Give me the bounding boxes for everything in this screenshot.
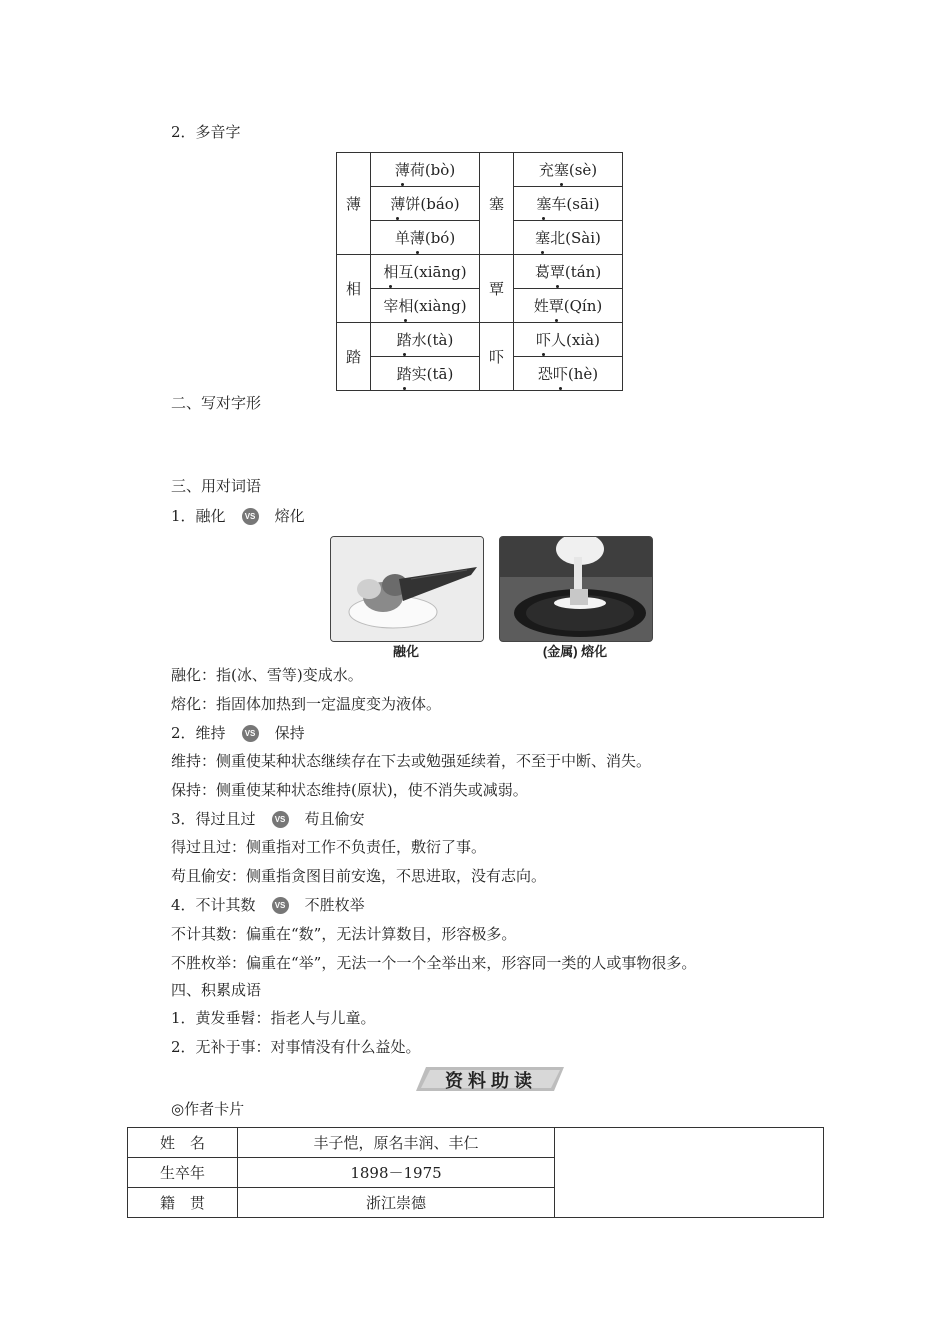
word-after: 车(sāi) xyxy=(551,195,600,213)
author-card-table xyxy=(127,1127,824,1218)
word-before: 充 xyxy=(538,161,554,179)
polyphone-word xyxy=(371,289,480,323)
definition-gouqietouan: 苟且偷安：侧重指贪图目前安逸，不思进取，没有志向。 xyxy=(171,867,547,885)
life-value: 1898－1975 xyxy=(238,1158,555,1188)
polyphone-word xyxy=(371,255,480,289)
vs-icon: VS xyxy=(272,897,289,914)
idiom-2: 2．无补于事：对事情没有什么益处。 xyxy=(171,1038,421,1056)
name-value: 丰子恺，原名丰润、丰仁 xyxy=(238,1128,555,1158)
polyphone-word xyxy=(514,221,623,255)
word-before: 单 xyxy=(394,229,410,247)
life-label: 生卒年 xyxy=(128,1158,238,1188)
word-dot: 薄 xyxy=(394,161,410,179)
definition-weichi: 维持：侧重使某种状态继续存在下去或勉强延续着，不至于中断、消失。 xyxy=(171,752,652,770)
word-a: 融化 xyxy=(195,507,226,525)
word-b: 熔化 xyxy=(274,507,305,525)
vs-icon: VS xyxy=(242,508,259,525)
polyphone-word xyxy=(371,323,480,357)
table-row xyxy=(337,323,623,357)
compare-pair-4 xyxy=(171,895,365,915)
section-use-words-heading: 三、用对词语 xyxy=(171,477,262,495)
polyphone-word xyxy=(514,357,623,391)
word-dot: 薄 xyxy=(409,229,425,247)
word-after: (xiàng) xyxy=(413,297,467,315)
polyphone-char: 覃 xyxy=(480,255,514,323)
polyphone-word xyxy=(371,221,480,255)
caption-left: 融化 xyxy=(392,644,419,659)
word-dot: 塞 xyxy=(553,161,569,179)
polyphone-word xyxy=(514,323,623,357)
polyphone-char: 薄 xyxy=(337,153,371,255)
word-dot: 薄 xyxy=(390,195,406,213)
section-write-shape-heading: 二、写对字形 xyxy=(171,394,262,412)
definition-bushengmeiju: 不胜枚举：偏重在“举”，无法一个一个全举出来，形容同一类的人或事物很多。 xyxy=(171,954,697,972)
origin-label: 籍 贯 xyxy=(128,1188,238,1218)
word-dot: 相 xyxy=(383,263,399,281)
definition-bujiqishu: 不计其数：偏重在“数”，无法计算数目，形容极多。 xyxy=(171,925,517,943)
polyphone-char: 吓 xyxy=(480,323,514,391)
banner-title: 资料助读 xyxy=(445,1071,537,1091)
idiom-1: 1．黄发垂髫：指老人与儿童。 xyxy=(171,1009,376,1027)
word-dot: 踏 xyxy=(396,365,412,383)
word-b: 保持 xyxy=(274,724,305,742)
pair-number: 4． xyxy=(171,896,196,914)
polyphone-word xyxy=(371,357,480,391)
definition-ronghua-2: 熔化：指固体加热到一定温度变为液体。 xyxy=(171,695,442,713)
caption-right: (金属) 熔化 xyxy=(542,644,608,659)
polyphone-word xyxy=(514,289,623,323)
vs-icon: VS xyxy=(242,725,259,742)
polyphone-word xyxy=(371,153,480,187)
word-dot: 覃 xyxy=(548,297,564,315)
table-row xyxy=(337,153,623,187)
polyphone-char: 塞 xyxy=(480,153,514,255)
word-b: 不胜枚举 xyxy=(304,896,365,914)
word-after: (Qín) xyxy=(563,297,603,315)
name-label: 姓 名 xyxy=(128,1128,238,1158)
word-before: 恐 xyxy=(537,365,553,383)
word-a: 不计其数 xyxy=(195,896,256,914)
polyphone-table xyxy=(336,152,623,391)
section-author-card-heading: ◎作者卡片 xyxy=(171,1100,245,1118)
word-after: 荷(bò) xyxy=(409,161,456,179)
section-idioms-heading: 四、积累成语 xyxy=(171,981,262,999)
word-after: (sè) xyxy=(568,161,598,179)
word-dot: 吓 xyxy=(536,331,552,349)
word-a: 得过且过 xyxy=(195,810,256,828)
word-after: 互(xiāng) xyxy=(398,263,467,281)
compare-pair-2 xyxy=(171,723,305,743)
word-dot: 塞 xyxy=(536,195,552,213)
word-after: 水(tà) xyxy=(411,331,454,349)
word-b: 苟且偷安 xyxy=(304,810,365,828)
word-after: 人(xià) xyxy=(551,331,600,349)
word-dot: 踏 xyxy=(396,331,412,349)
metal-melting-photo xyxy=(499,536,653,642)
vs-icon: VS xyxy=(272,811,289,828)
compare-pair-1 xyxy=(171,506,305,526)
portrait-cell xyxy=(555,1128,824,1218)
ice-cream-melting-photo xyxy=(330,536,484,642)
polyphone-char: 相 xyxy=(337,255,371,323)
table-row xyxy=(128,1128,824,1158)
section-polyphone-heading: 2．多音字 xyxy=(171,123,241,141)
polyphone-word xyxy=(514,187,623,221)
word-before: 葛 xyxy=(534,263,550,281)
word-dot: 相 xyxy=(398,297,414,315)
polyphone-char: 踏 xyxy=(337,323,371,391)
word-dot: 吓 xyxy=(552,365,568,383)
definition-ronghua-1: 融化：指(冰、雪等)变成水。 xyxy=(171,666,363,684)
definition-deguoqieguo: 得过且过：侧重指对工作不负责任，敷衍了事。 xyxy=(171,838,487,856)
pair-number: 2． xyxy=(171,724,196,742)
table-row xyxy=(337,255,623,289)
word-after: 实(tā) xyxy=(411,365,454,383)
origin-value: 浙江崇德 xyxy=(238,1188,555,1218)
pair-number: 3． xyxy=(171,810,196,828)
word-after: (hè) xyxy=(567,365,599,383)
word-after: 饼(báo) xyxy=(405,195,460,213)
definition-baochi: 保持：侧重使某种状态维持(原状)，使不消失或减弱。 xyxy=(171,781,528,799)
word-before: 宰 xyxy=(383,297,399,315)
word-after: (bó) xyxy=(424,229,456,247)
polyphone-word xyxy=(514,255,623,289)
word-after: (tán) xyxy=(564,263,602,281)
word-dot: 覃 xyxy=(549,263,565,281)
polyphone-word xyxy=(371,187,480,221)
compare-pair-3 xyxy=(171,809,365,829)
word-a: 维持 xyxy=(195,724,226,742)
word-before: 姓 xyxy=(533,297,549,315)
pair-number: 1． xyxy=(171,507,196,525)
polyphone-word xyxy=(514,153,623,187)
word-dot: 塞 xyxy=(535,229,551,247)
reading-aid-banner xyxy=(416,1064,566,1094)
word-after: 北(Sài) xyxy=(550,229,601,247)
